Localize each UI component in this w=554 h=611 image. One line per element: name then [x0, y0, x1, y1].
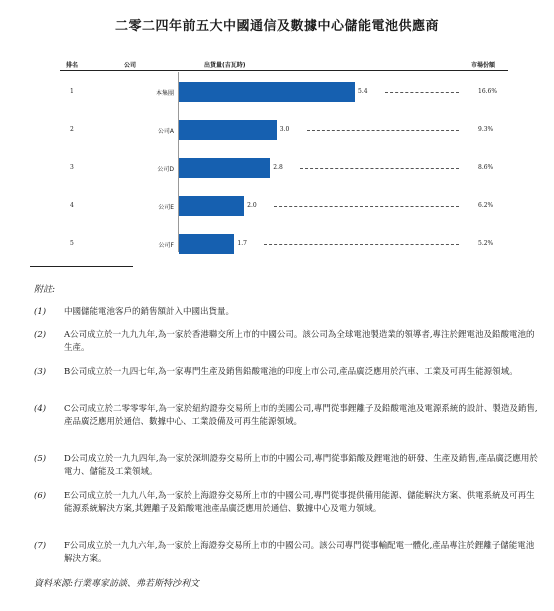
note-6 [34, 490, 539, 516]
notes-title: 附註: [34, 285, 56, 295]
source-line: 資料來源:行業專家訪談、弗若斯特沙利文 [34, 579, 200, 589]
note-2 [34, 329, 539, 355]
company-label: 本集團 [155, 90, 174, 97]
page-title: 二零二四年前五大中國通信及數據中心儲能電池供應商 [114, 19, 439, 34]
share-label: 6.2% [478, 202, 494, 209]
rank-label: 4 [70, 202, 74, 209]
rank-label: 5 [70, 240, 74, 247]
rank-label: 2 [70, 126, 74, 133]
header-rank: 排名 [66, 62, 79, 69]
note-text: A公司成立於一九九九年,為一家於香港聯交所上市的中國公司。該公司為全球電池製造業的領導者,專注於鋰電池及鉛酸電池的生產。 [64, 330, 535, 353]
company-label: 公司D [157, 166, 174, 173]
note-text: D公司成立於一九九四年,為一家於深圳證券交易所上市的中國公司,專門從事鉛酸及鋰電池的研發、生產及銷售,產品廣泛應用於電力、儲能及工業領域。 [64, 454, 538, 477]
bar [179, 120, 277, 140]
rank-label: 3 [70, 164, 74, 171]
bar [179, 196, 244, 216]
share-label: 8.6% [478, 164, 494, 171]
company-label: 公司E [158, 204, 174, 211]
bar [179, 158, 270, 178]
value-label: 2.8 [273, 164, 283, 171]
note-number: (7) [34, 541, 47, 551]
value-label: 2.0 [247, 202, 257, 209]
company-label: 公司A [157, 128, 174, 135]
leader-dots [307, 130, 459, 131]
bar [179, 234, 234, 254]
note-1 [34, 306, 539, 319]
note-number: (6) [34, 491, 47, 501]
notes-separator [30, 266, 133, 267]
note-text: C公司成立於二零零零年,為一家於紐約證券交易所上市的美國公司,專門從事鋰離子及鉛酸電池及電源系統的設計、製造及銷售,產品廣泛應用於通信、數據中心、工業設備及可再生能源領域。 [64, 404, 538, 427]
leader-dots [300, 168, 459, 169]
note-text: 中國儲能電池客戶的銷售額計入中國出貨量。 [64, 307, 235, 317]
leader-dots [385, 92, 459, 93]
header-company: 公司 [124, 62, 137, 69]
share-label: 5.2% [478, 240, 494, 247]
note-number: (1) [34, 307, 47, 317]
company-label: 公司F [158, 242, 174, 249]
leader-dots [264, 244, 459, 245]
leader-dots [274, 206, 459, 207]
header-share: 市場份額 [471, 62, 496, 69]
share-label: 9.3% [478, 126, 494, 133]
note-number: (4) [34, 404, 47, 414]
note-number: (2) [34, 330, 47, 340]
value-label: 3.0 [279, 126, 290, 133]
note-number: (3) [34, 367, 47, 377]
note-5 [34, 453, 539, 479]
bar-chart [0, 0, 554, 260]
header-shipments: 出貨量(吉瓦時) [204, 62, 246, 69]
rank-label: 1 [70, 88, 74, 95]
note-3 [34, 366, 539, 379]
note-4 [34, 403, 539, 429]
note-number: (5) [34, 454, 47, 464]
share-label: 16.6% [478, 88, 498, 95]
bar [179, 82, 355, 102]
value-label: 5.4 [358, 88, 368, 95]
note-7 [34, 540, 539, 566]
note-text: B公司成立於一九四七年,為一家專門生產及銷售鉛酸電池的印度上市公司,產品廣泛應用於汽車、工業及可再生能源領域。 [64, 367, 518, 377]
note-text: F公司成立於一九九六年,為一家於上海證券交易所上市的中國公司。該公司專門從事輸配電一體化,產品專注於鋰離子儲能電池解決方案。 [64, 541, 535, 564]
note-text: E公司成立於一九九八年,為一家於上海證券交易所上市的中國公司,專門從事提供備用能源、儲能解決方案、供電系統及可再生能源系統解決方案,其鋰離子及鉛酸電池產品廣泛應用於通信、數據中心及電力領域。 [64, 491, 535, 514]
value-label: 1.7 [237, 240, 247, 247]
header-rule [60, 70, 508, 71]
